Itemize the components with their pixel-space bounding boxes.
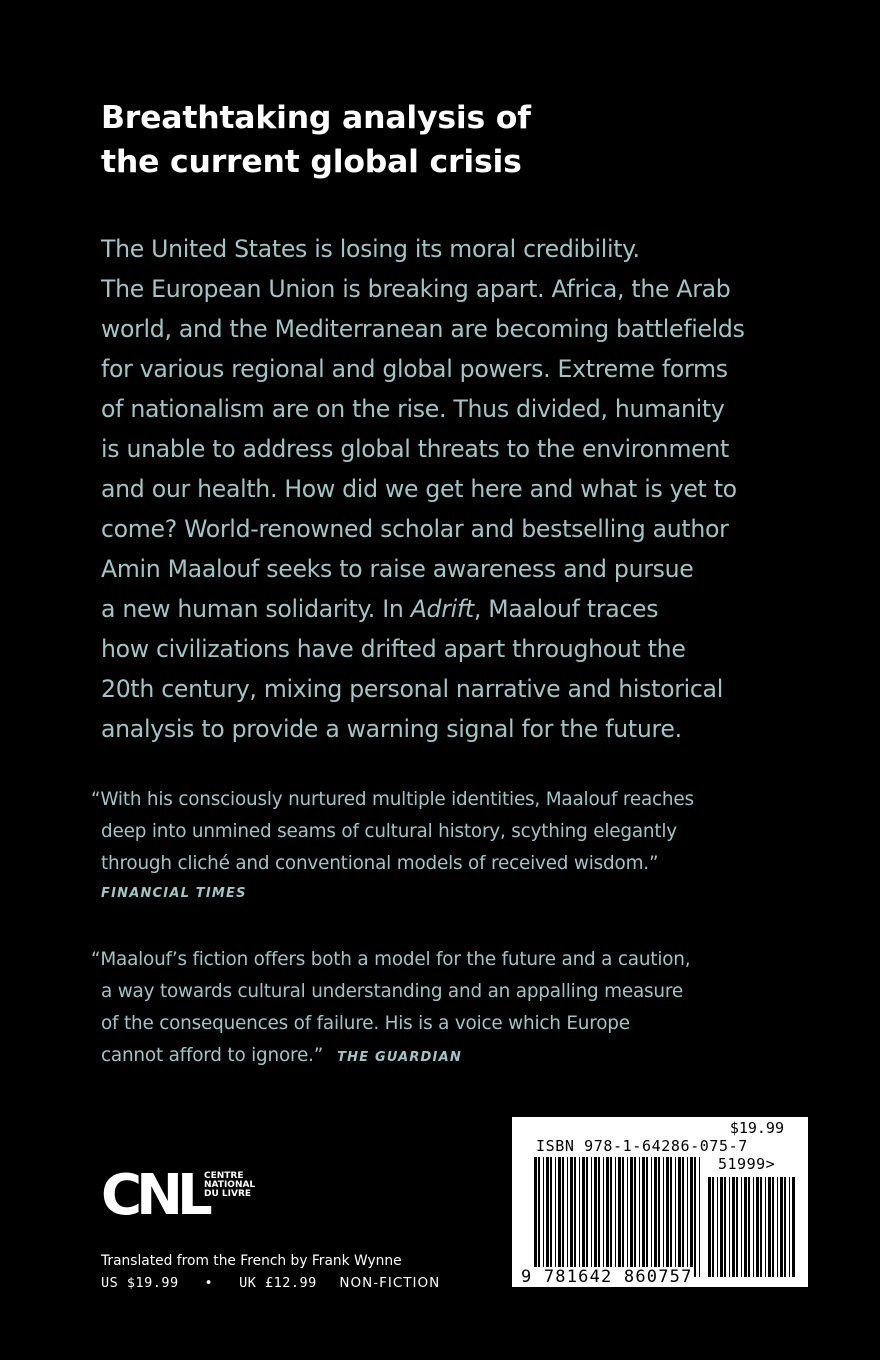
barcode-bar [784,1177,786,1277]
barcode-bar [744,1177,747,1277]
blurb-line [101,589,801,629]
barcode-bars [512,1117,808,1287]
blurb-text: a new human solidarity. In [101,595,411,623]
barcode-bar [666,1157,669,1277]
barcode-bar [615,1157,616,1277]
headline-line: the current global crisis [101,144,522,180]
us-price: US $19.99 [101,1275,179,1291]
barcode-bar [591,1157,592,1277]
blurb [101,229,801,749]
translator-credit: Translated from the French by Frank Wynne [101,1253,402,1269]
credits [101,1250,440,1294]
barcode-bar [792,1177,795,1277]
quote-source: THE GUARDIAN [337,1050,462,1065]
price-row [101,1272,440,1294]
barcode-bar [546,1157,549,1277]
barcode-bar [712,1177,714,1277]
barcode-bar [627,1157,628,1277]
barcode-bar [768,1177,771,1277]
barcode-bar [765,1177,766,1277]
headline [101,96,661,184]
uk-price: UK £12.99 [239,1275,317,1291]
quote-line [91,1040,811,1074]
barcode-bar [598,1157,600,1277]
barcode-bar [562,1157,564,1277]
barcode-bar [724,1177,726,1277]
barcode-bar [789,1177,790,1277]
barcode-bar [682,1157,684,1277]
barcode-bar [651,1157,652,1277]
cnl-logo [101,1156,261,1236]
barcode-bar [603,1157,604,1277]
blurb-line: how civilizations have drifted apart throughout the [101,635,686,663]
barcode-bar [594,1157,597,1277]
category-label: NON-FICTION [339,1275,441,1291]
barcode-bar [720,1177,723,1277]
barcode-bar [760,1177,762,1277]
barcode-digits: 9 781642 860757 [521,1267,693,1287]
barcode-bar [574,1157,576,1277]
barcode-bar [741,1177,742,1277]
blurb-line: for various regional and global powers. Extreme forms [101,355,728,383]
barcode-bar [639,1157,640,1277]
blurb-line: analysis to provide a warning signal for the future. [101,715,682,743]
barcode-bar [646,1157,648,1277]
logo-text: DU LIVRE [204,1189,252,1199]
blurb-line: The United States is losing its moral credibility. [101,235,640,263]
review-quote [91,784,811,908]
quote-source: FINANCIAL TIMES [101,886,247,901]
logo-text: NATIONAL [204,1180,256,1190]
blurb-line: 20th century, mixing personal narrative and historical [101,675,723,703]
barcode-bar [538,1157,540,1277]
barcode-bar [708,1177,711,1277]
barcode-bar [622,1157,624,1277]
blurb-line: Amin Maalouf seeks to raise awareness and pursue [101,555,694,583]
book-title: Adrift [410,595,474,623]
barcode-bar [777,1177,778,1277]
headline-line: Breathtaking analysis of [101,100,531,136]
barcode-bar [582,1157,585,1277]
blurb-line: of nationalism are on the rise. Thus divided, humanity [101,395,725,423]
barcode-bar [630,1157,633,1277]
barcode-bar [780,1177,783,1277]
barcode-bar [555,1157,556,1277]
barcode-bar [558,1157,561,1277]
barcode-bar [678,1157,681,1277]
barcode-bar [579,1157,580,1277]
barcode-bar [534,1157,537,1277]
barcode-bar [756,1177,759,1277]
barcode-bar [663,1157,664,1277]
price-separator: • [204,1275,214,1291]
barcode-bar [606,1157,609,1277]
blurb-line: The European Union is breaking apart. Africa, the Arab [101,275,731,303]
barcode-bar [772,1177,774,1277]
barcode-bar [634,1157,636,1277]
quote-line: deep into unmined seams of cultural history, scything elegantly [101,821,677,842]
blurb-line: come? World-renowned scholar and bestselling author [101,515,729,543]
barcode-bar [699,1157,700,1277]
barcode-bar [687,1157,688,1277]
barcode-bar [717,1177,718,1277]
barcode-bar [618,1157,621,1277]
barcode-bar [610,1157,612,1277]
barcode-bar [690,1157,693,1277]
barcode-isbn: ISBN 978-1-64286-075-7 [536,1137,748,1155]
barcode-bar [694,1157,696,1277]
quote-line: through cliché and conventional models of received wisdom.” [101,853,659,874]
barcode-bar [748,1177,750,1277]
barcode [512,1117,808,1287]
barcode-price: $19.99 [729,1119,784,1137]
blurb-text: , Maalouf traces [473,595,659,623]
blurb-line: world, and the Mediterranean are becoming battlefields [101,315,745,343]
barcode-bar [670,1157,672,1277]
review-quote [91,944,811,1074]
barcode-bar [732,1177,735,1277]
quote-line: a way towards cultural understanding and an appalling measure [101,981,683,1002]
barcode-bar [543,1157,544,1277]
barcode-bar [642,1157,645,1277]
barcode-bar [658,1157,660,1277]
barcode-bar [567,1157,568,1277]
quote-line: of the consequences of failure. His is a voice which Europe [101,1013,630,1034]
quote-line: “Maalouf’s fiction offers both a model for the future and a caution, [91,949,691,970]
barcode-bar [753,1177,754,1277]
barcode-bar [550,1157,552,1277]
quote-line: “With his consciously nurtured multiple identities, Maalouf reaches [91,789,694,810]
blurb-line: and our health. How did we get here and what is yet to [101,475,737,503]
barcode-bar [654,1157,657,1277]
blurb-line: is unable to address global threats to the environment [101,435,729,463]
barcode-bar [729,1177,730,1277]
logo-mark: CNL [101,1163,207,1228]
quote-text: cannot afford to ignore.” [101,1045,324,1066]
barcode-bar [736,1177,738,1277]
barcode-addon: 51999> [718,1155,776,1173]
barcode-bar [586,1157,588,1277]
barcode-bar [570,1157,573,1277]
barcode-bar [675,1157,676,1277]
logo-text: CENTRE [204,1171,244,1181]
